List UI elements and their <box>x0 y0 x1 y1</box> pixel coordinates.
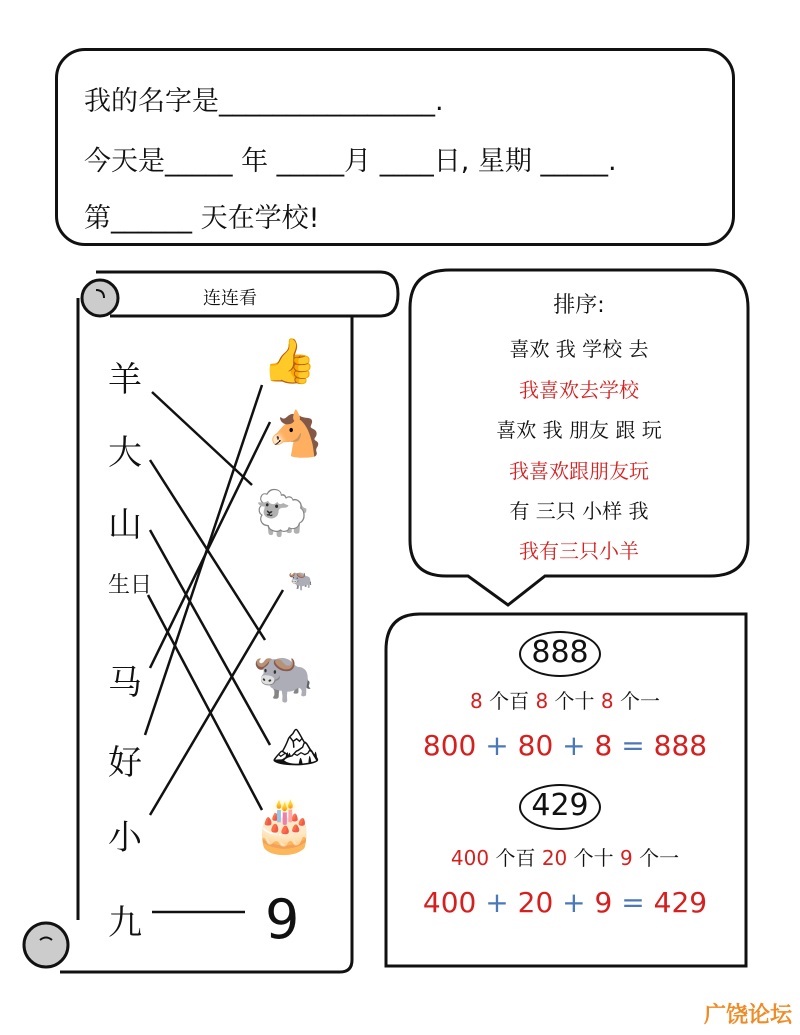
date-line: 今天是_____ 年 _____月 ____日, 星期 _____. <box>84 146 617 177</box>
word-xiao: 小 <box>108 818 142 858</box>
school-day-line: 第______ 天在学校! <box>84 203 320 234</box>
word-yang: 羊 <box>108 360 142 400</box>
word-da: 大 <box>108 433 142 473</box>
sorting-title: 排序: <box>553 293 605 318</box>
circle-number-888: 888 <box>519 631 601 677</box>
horse-face-icon: 🐴 <box>268 409 323 460</box>
sort-line-2: 喜欢 我 朋友 跟 玩 <box>496 418 662 442</box>
matching-title: 连连看 <box>203 288 257 309</box>
circle-number-429: 429 <box>519 784 601 830</box>
thumbs-up-icon: 👍 <box>262 336 317 387</box>
sort-line-1: 喜欢 我 学校 去 <box>509 337 649 361</box>
word-hao: 好 <box>108 743 142 783</box>
sort-answer-1: 我喜欢去学校 <box>519 378 639 402</box>
equation-429: 400 + 20 + 9 = 429 <box>422 886 708 919</box>
sort-line-3: 有 三只 小样 我 <box>509 499 649 523</box>
word-shan: 山 <box>108 505 142 545</box>
name-line: 我的名字是________________. <box>84 86 444 117</box>
place-value-888: 8 个百 8 个十 8 个一 <box>470 689 660 713</box>
ox-small-icon: 🐃 <box>288 568 313 592</box>
place-value-429: 400 个百 20 个十 9 个一 <box>450 846 680 870</box>
sort-answer-2: 我喜欢跟朋友玩 <box>509 459 649 483</box>
watermark-logo: 广饶论坛 <box>703 1003 792 1028</box>
sort-answer-3: 我有三只小羊 <box>519 539 639 563</box>
number-nine: 9 <box>265 888 300 951</box>
mountain-picture-icon: 🏔 <box>272 725 321 769</box>
word-jiu: 九 <box>108 903 142 943</box>
word-ma: 马 <box>108 663 142 703</box>
sheep-icon: 🐑 <box>255 488 310 539</box>
equation-888: 800 + 80 + 8 = 888 <box>422 729 708 762</box>
birthday-cake-icon: 🎂 <box>252 796 317 856</box>
word-shengri: 生日 <box>108 573 153 598</box>
water-buffalo-icon: 🐃 <box>252 648 315 706</box>
